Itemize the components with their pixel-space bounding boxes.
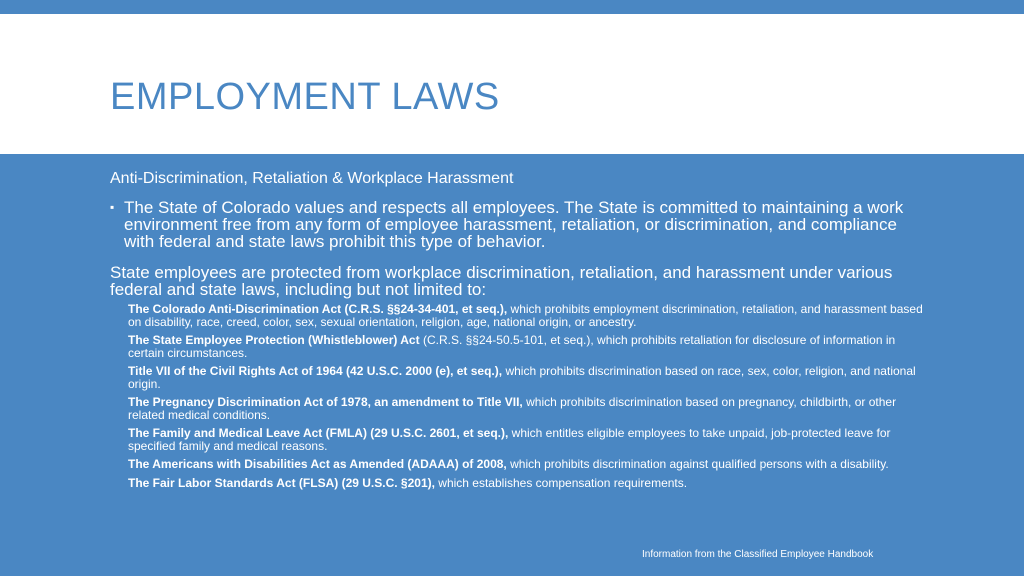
bullet-item <box>110 199 930 250</box>
bullet-text: The State of Colorado values and respects all employees. The State is committed to maintaining a work environment free from any form of employee harassment, retaliation, or discrimination, and compliance with federal and state laws prohibit this type of behavior. <box>124 198 904 251</box>
law-item <box>128 303 930 328</box>
page-title: EMPLOYMENT LAWS <box>110 76 500 118</box>
law-description: which prohibits discrimination based on race, sex, color, religion, and national origin. <box>128 364 916 391</box>
law-name: The Fair Labor Standards Act (FLSA) (29 U.S.C. §201), <box>128 475 435 490</box>
bullet-marker: ▪ <box>110 200 115 214</box>
law-name: Title VII of the Civil Rights Act of 1964 (42 U.S.C. 2000 (e), et seq.), <box>128 364 503 378</box>
law-name: The State Employee Protection (Whistleblower) Act <box>128 333 420 347</box>
law-item <box>128 365 930 390</box>
law-item <box>128 427 930 452</box>
law-name: The Americans with Disabilities Act as Amended (ADAAA) of 2008, <box>128 457 507 471</box>
law-item <box>128 334 930 359</box>
law-name: The Family and Medical Leave Act (FMLA) (29 U.S.C. 2601, et seq.), <box>128 426 509 440</box>
law-name: The Pregnancy Discrimination Act of 1978, an amendment to Title VII, <box>128 395 523 409</box>
law-description: which prohibits employment discrimination, retaliation, and harassment based on disability, race, creed, color, sex, sexual orientation, religion, age, national origin, or ancestry. <box>128 302 923 329</box>
footer-note: Information from the Classified Employee Handbook <box>642 549 874 560</box>
law-item <box>128 458 930 471</box>
law-description: which entitles eligible employees to take unpaid, job-protected leave for specified family and medical reasons. <box>128 426 891 453</box>
law-description: which establishes compensation requirements. <box>434 475 688 490</box>
law-item <box>128 477 930 490</box>
slide-content <box>110 170 930 495</box>
law-name: The Colorado Anti-Discrimination Act (C.R.S. §§24-34-401, et seq.), <box>128 302 508 316</box>
law-description: which prohibits discrimination against qualified persons with a disability. <box>506 457 889 471</box>
lead-text: State employees are protected from workplace discrimination, retaliation, and harassment under various federal and state laws, including but not limited to: <box>110 263 893 299</box>
title-band <box>0 14 1024 154</box>
law-item <box>128 396 930 421</box>
law-description: which prohibits discrimination based on pregnancy, childbirth, or other related medical conditions. <box>128 395 897 422</box>
law-description: (C.R.S. §§24-50.5-101, et seq.), which prohibits retaliation for disclosure of information in certain circumstances. <box>128 333 896 360</box>
laws-list <box>110 303 930 489</box>
section-subheading: Anti-Discrimination, Retaliation & Workplace Harassment <box>110 170 514 187</box>
